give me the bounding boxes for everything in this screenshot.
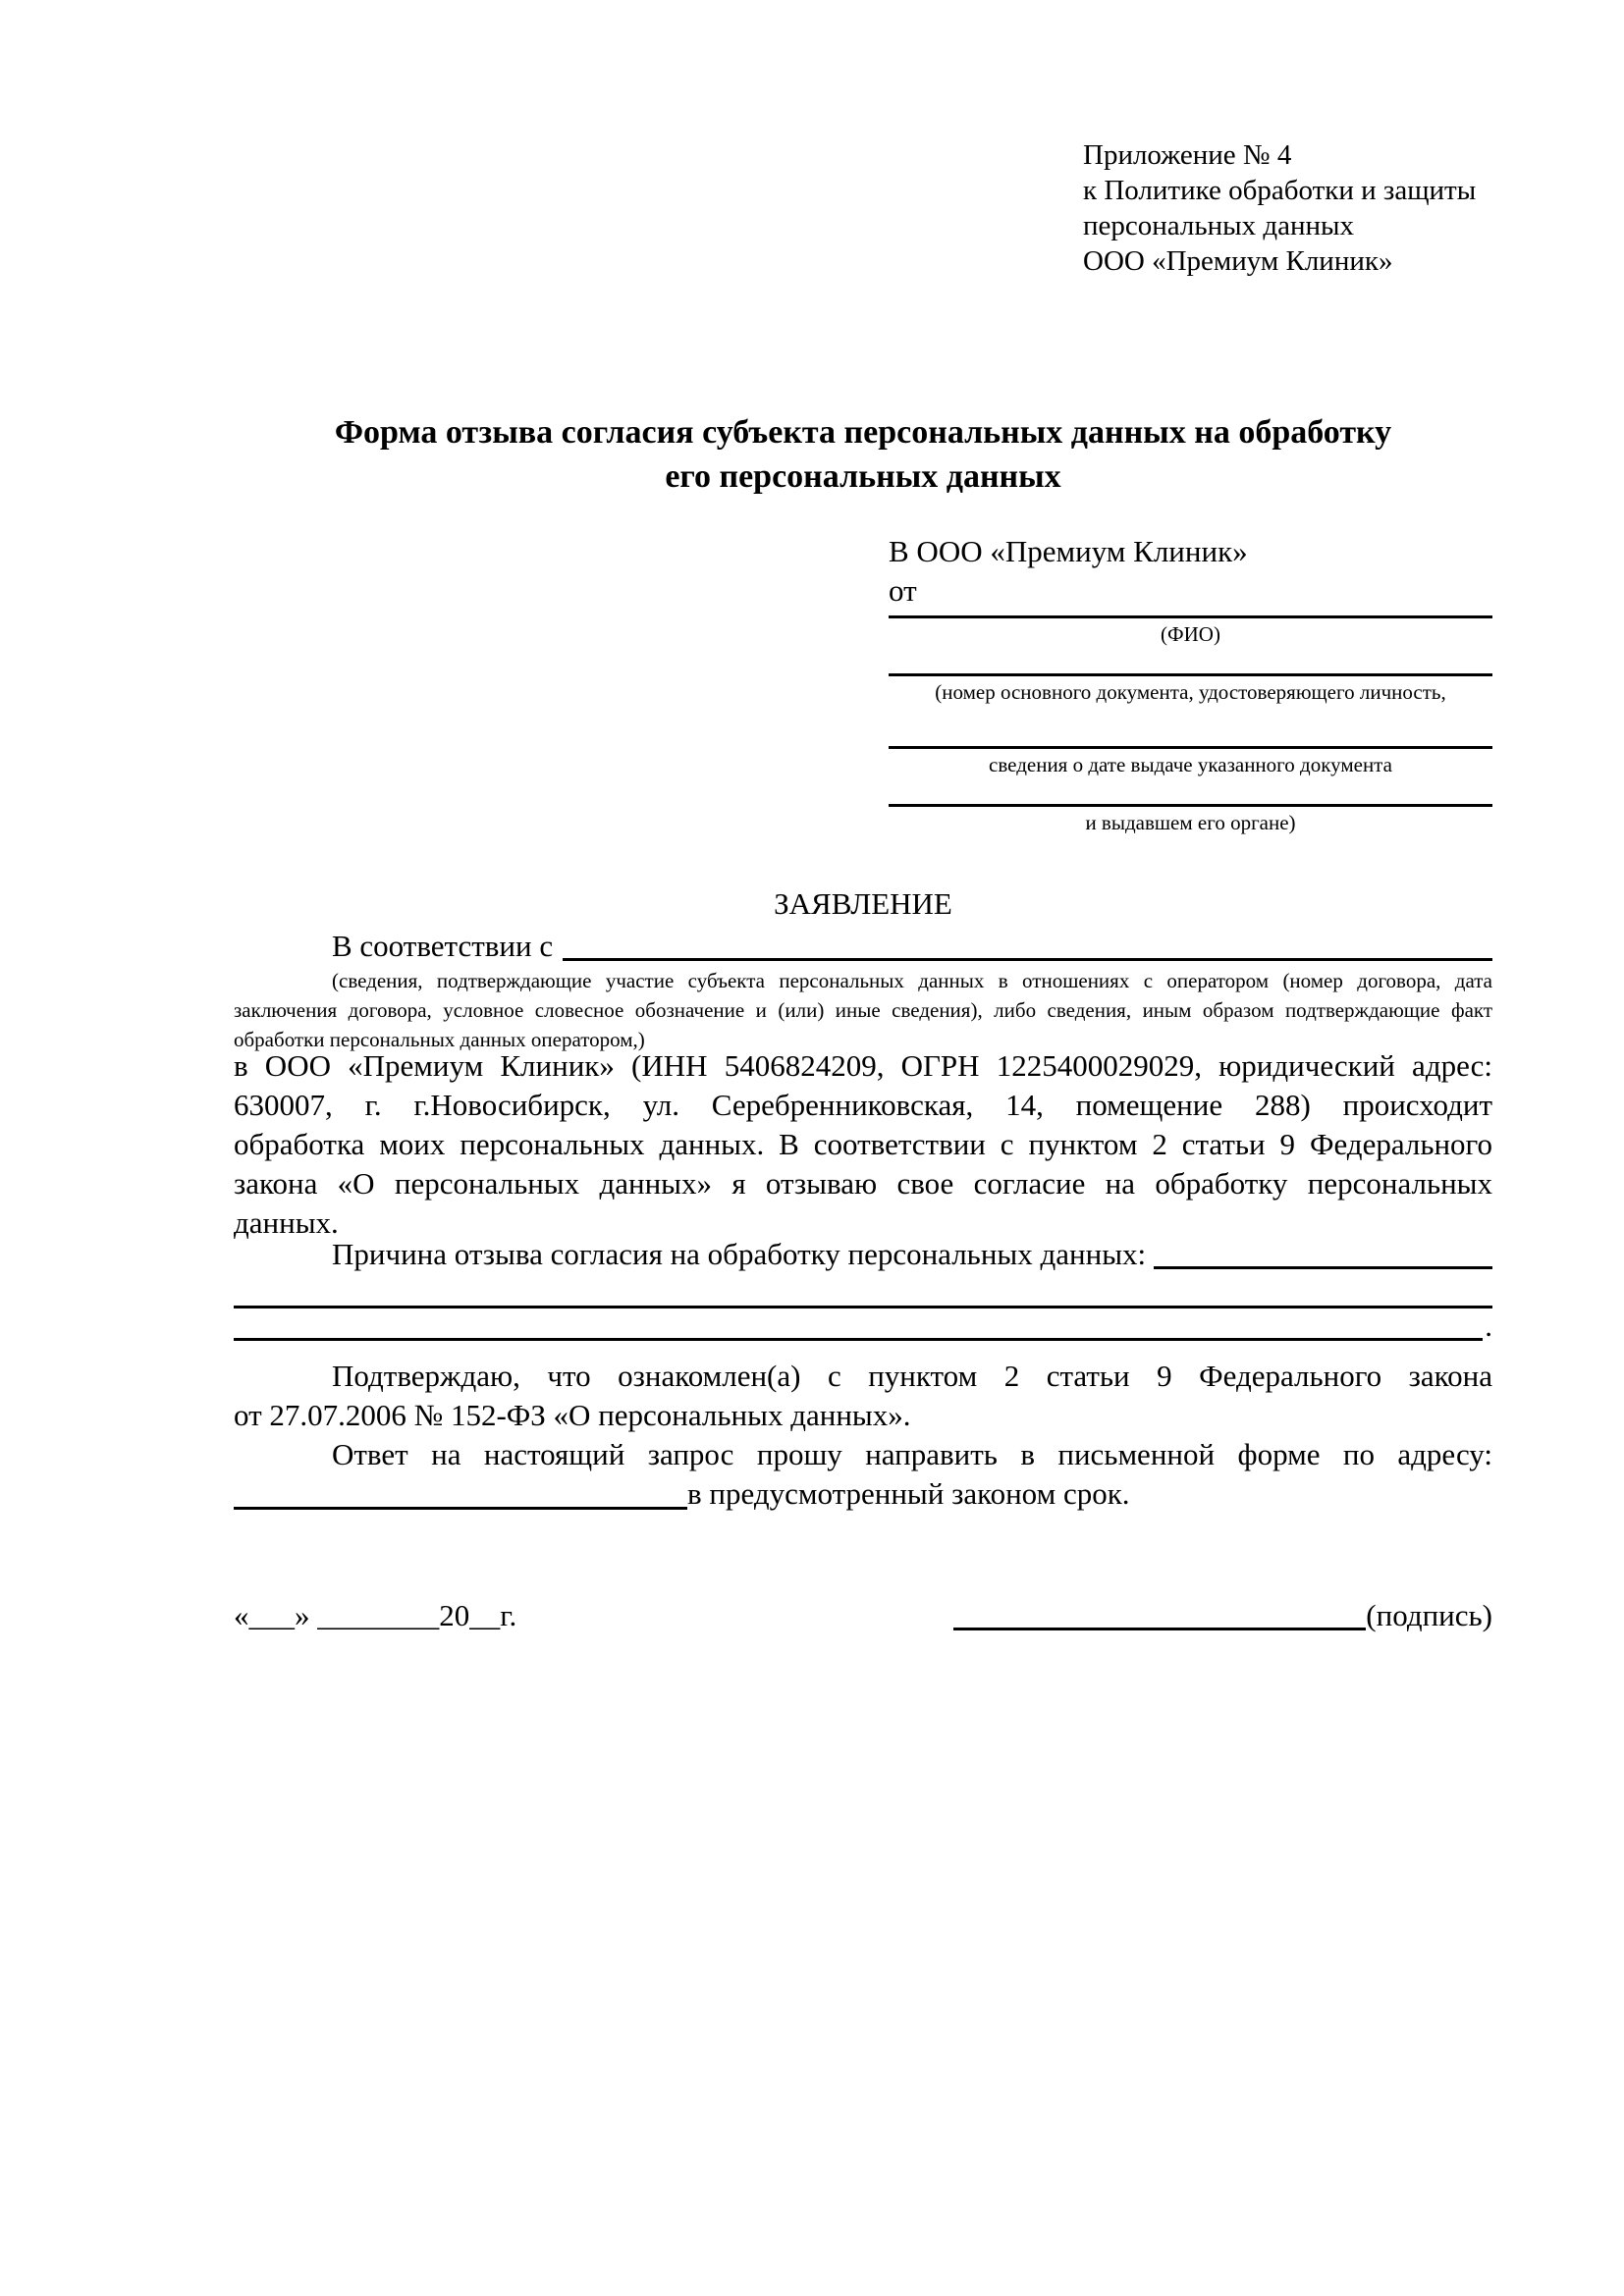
form-title-line: его персональных данных bbox=[665, 458, 1061, 495]
body-paragraph bbox=[234, 1046, 1492, 1243]
reply-address-blank-line bbox=[234, 1474, 687, 1510]
confirmation-line: от 27.07.2006 № 152-ФЗ «О персональных данных». bbox=[234, 1398, 911, 1432]
signature-blank-line bbox=[953, 1628, 1366, 1630]
footnote-line: (сведения, подтверждающие участие субъекта персональных данных в отношениях с оператором (номер договора, дата bbox=[332, 969, 1492, 992]
footnote-line: заключения договора, условное словесное обозначение и (или) иные сведения), либо сведения, иным образом подтверждающие факт bbox=[234, 998, 1492, 1022]
reason-write-line-2 bbox=[234, 1308, 1492, 1341]
issue-org-caption: и выдавшем его органе) bbox=[1085, 811, 1296, 834]
reason-write-line-1 bbox=[234, 1274, 1492, 1308]
reason-write-line-2-rule bbox=[234, 1308, 1483, 1341]
reason-row bbox=[234, 1235, 1492, 1274]
addressee-from-label: от bbox=[889, 573, 917, 608]
body-line: закона «О персональных данных» я отзываю свое согласие на обработку персональных bbox=[234, 1166, 1492, 1201]
intro-row bbox=[234, 927, 1492, 966]
signature-footer bbox=[234, 1595, 1492, 1636]
statement-heading: ЗАЯВЛЕНИЕ bbox=[774, 886, 952, 921]
issue-org-blank-line bbox=[889, 778, 1492, 807]
sentence-period: . bbox=[1485, 1308, 1492, 1343]
issue-date-caption: сведения о дате выдаче указанного документа bbox=[989, 753, 1392, 776]
reply-request-line: Ответ на настоящий запрос прошу направить в письменной форме по адресу: bbox=[332, 1437, 1492, 1471]
intro-label: В соответствии с bbox=[332, 929, 554, 963]
confirmation-paragraph bbox=[234, 1357, 1492, 1435]
body-line: 630007, г. г.Новосибирск, ул. Серебренниковская, 14, помещение 288) происходит bbox=[234, 1088, 1492, 1122]
body-line: данных. bbox=[234, 1205, 339, 1240]
form-title bbox=[234, 410, 1492, 499]
addressee-block bbox=[889, 532, 1492, 836]
appendix-note-line: Приложение № 4 bbox=[1083, 139, 1292, 171]
issue-date-blank-line bbox=[889, 706, 1492, 749]
addressee-organization: В ООО «Премиум Клиник» bbox=[889, 534, 1248, 568]
appendix-note bbox=[1083, 137, 1492, 279]
reason-label: Причина отзыва согласия на обработку персональных данных: bbox=[332, 1237, 1147, 1271]
appendix-note-line: к Политике обработки и защиты bbox=[1083, 175, 1477, 206]
appendix-note-line: персональных данных bbox=[1083, 210, 1355, 241]
doc-number-blank-line bbox=[889, 648, 1492, 676]
signature-caption: (подпись) bbox=[1366, 1598, 1492, 1632]
footnote bbox=[234, 966, 1492, 1054]
footnote-line: обработки персональных данных оператором,) bbox=[234, 1028, 645, 1051]
fio-caption: (ФИО) bbox=[1161, 622, 1220, 646]
reason-blank-line bbox=[1154, 1235, 1492, 1269]
intro-blank-line bbox=[563, 927, 1492, 961]
date-placeholder: «___» ________20__г. bbox=[234, 1598, 517, 1632]
doc-number-caption: (номер основного документа, удостоверяющего личность, bbox=[935, 680, 1446, 704]
reply-address-row bbox=[234, 1474, 1492, 1514]
body-line: обработка моих персональных данных. В соответствии с пунктом 2 статьи 9 Федерального bbox=[234, 1127, 1492, 1161]
fio-blank-line bbox=[889, 611, 1492, 618]
confirmation-line: Подтверждаю, что ознакомлен(а) с пунктом 2 статьи 9 Федерального закона bbox=[332, 1359, 1492, 1393]
appendix-note-line: ООО «Премиум Клиник» bbox=[1083, 245, 1393, 277]
body-line: в ООО «Премиум Клиник» (ИНН 5406824209, ОГРН 1225400029029, юридический адрес: bbox=[234, 1048, 1492, 1083]
form-title-line: Форма отзыва согласия субъекта персональных данных на обработку bbox=[334, 414, 1392, 451]
reply-request-tail: в предусмотренный законом срок. bbox=[687, 1476, 1130, 1511]
signature-group bbox=[953, 1595, 1492, 1636]
